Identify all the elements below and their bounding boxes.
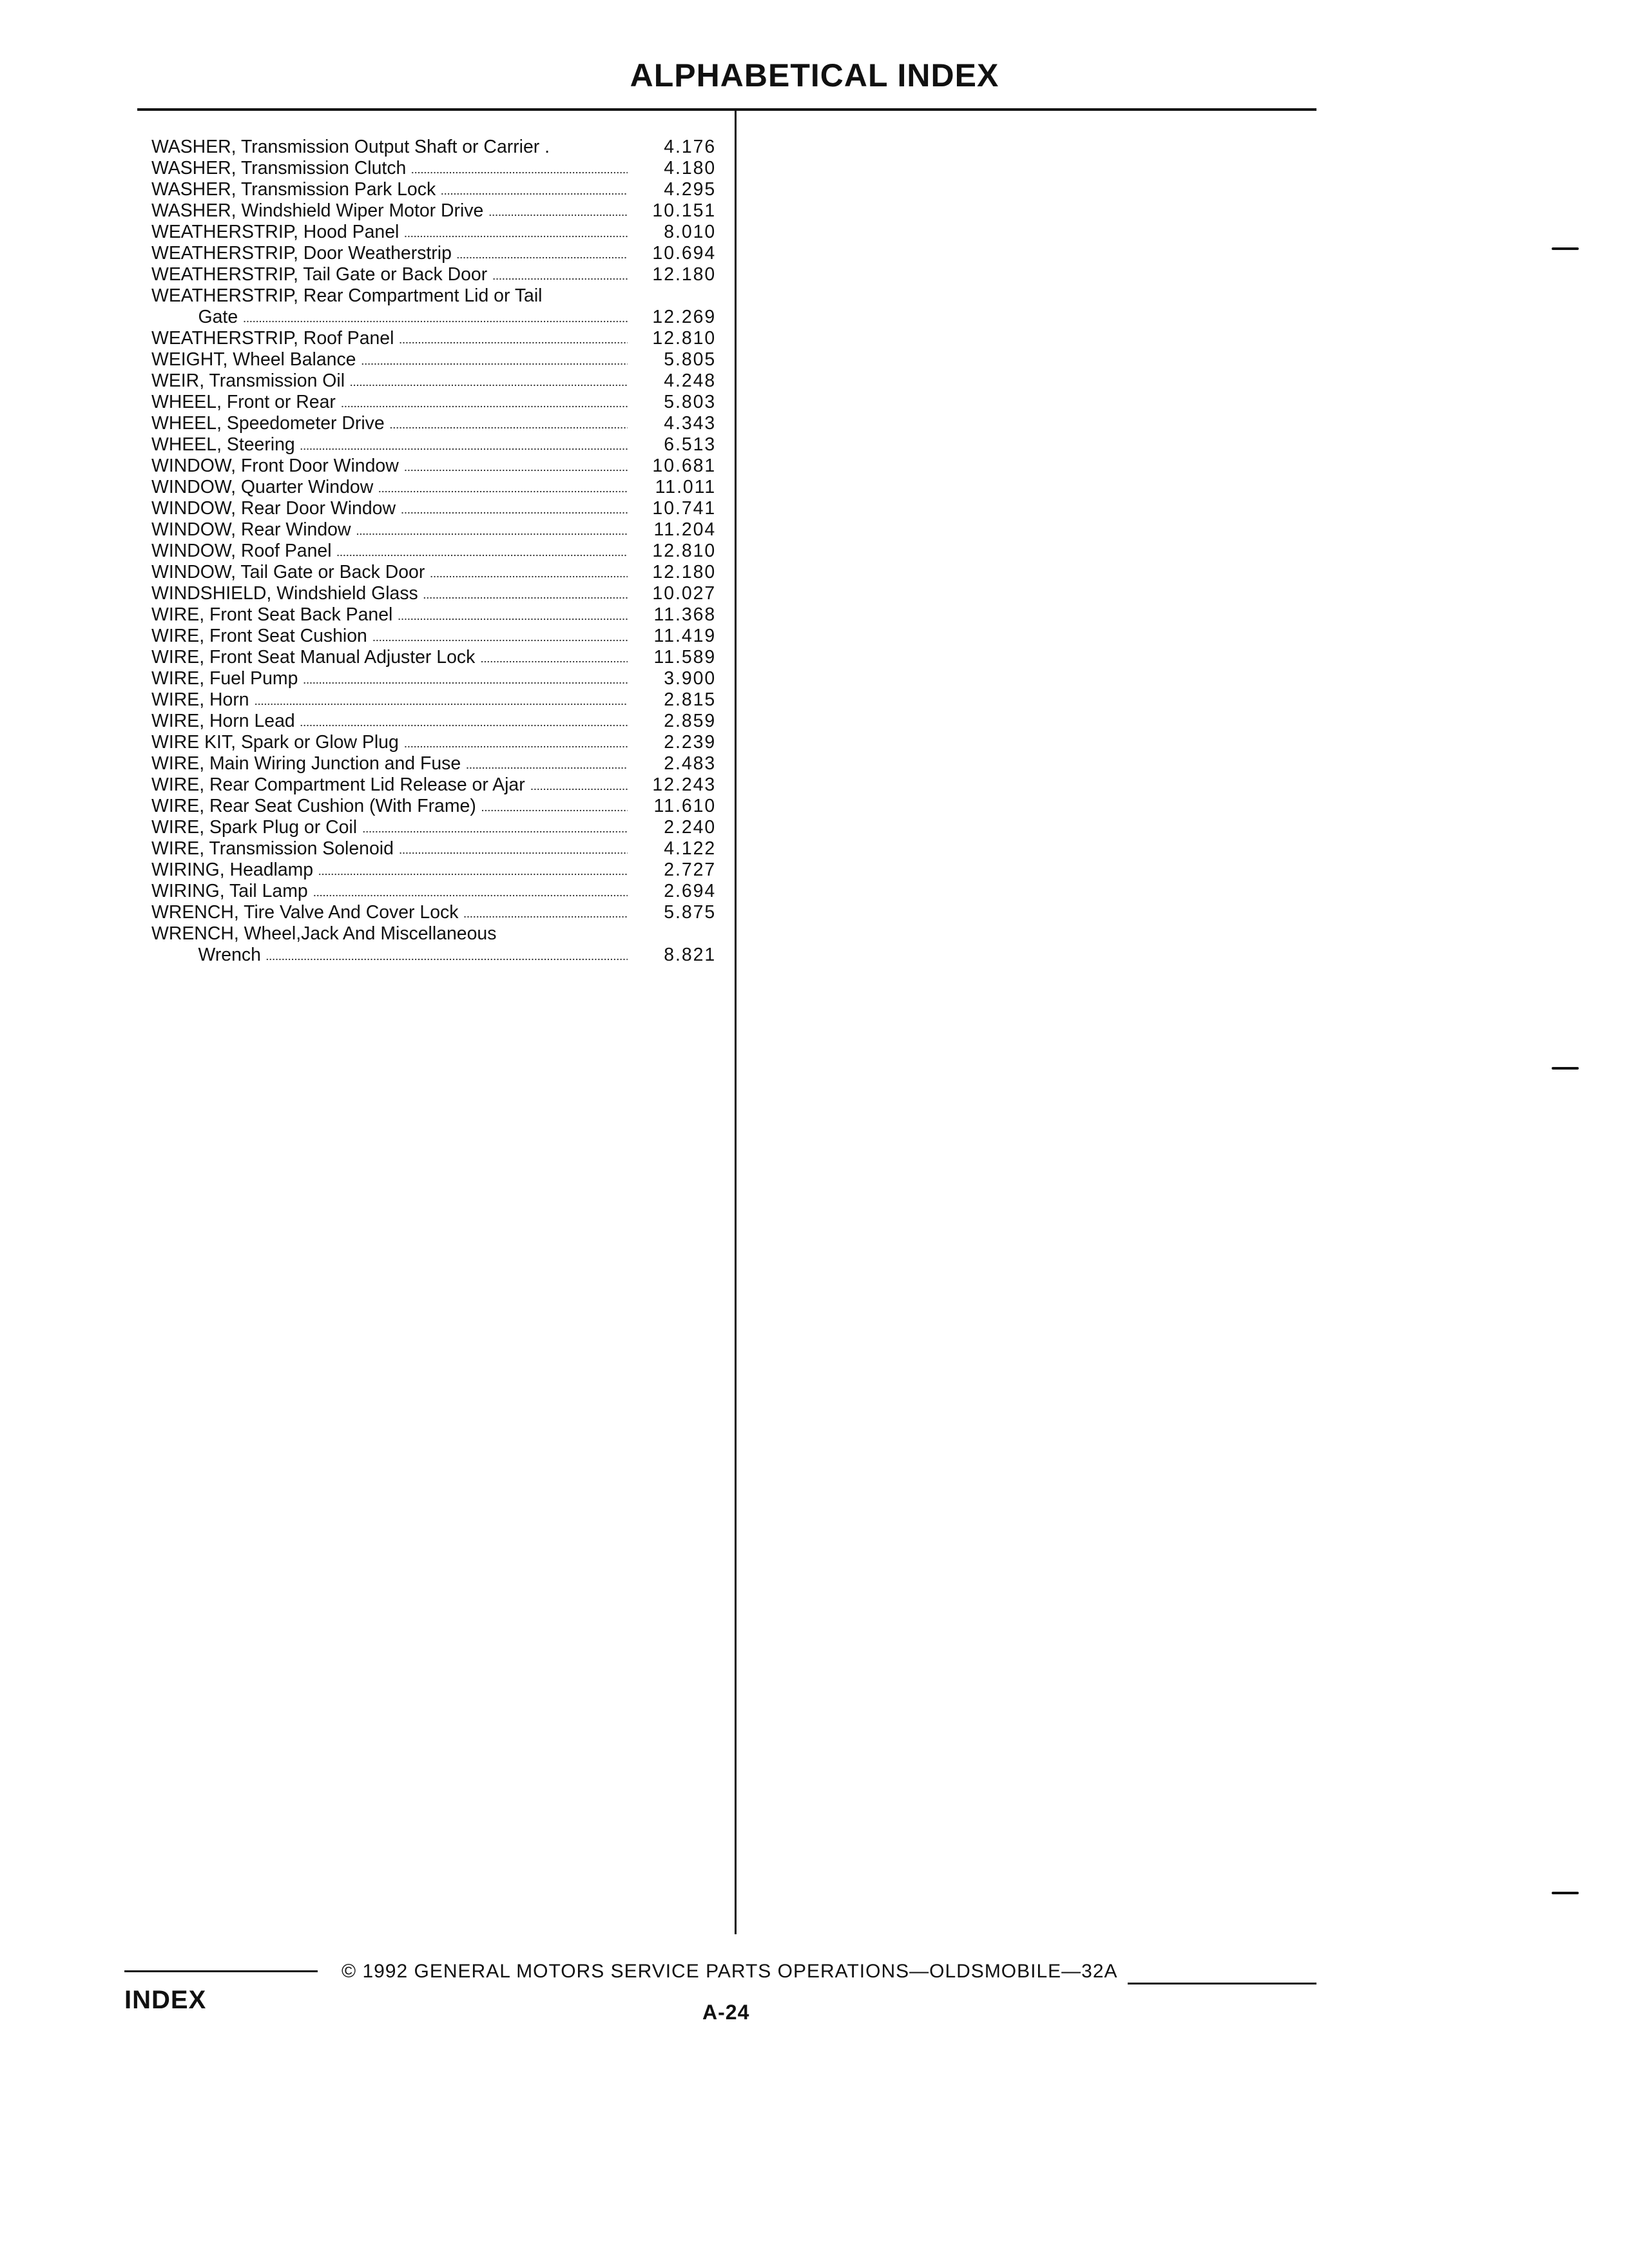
index-entry	[151, 583, 720, 604]
entry-page-ref: 11.419	[653, 626, 717, 646]
entry-label: WINDOW, Roof Panel	[151, 541, 332, 561]
index-entry	[151, 137, 720, 158]
entry-label: WIRE, Horn	[151, 689, 249, 710]
entry-label: WINDOW, Rear Window	[151, 519, 351, 540]
index-entry	[151, 222, 720, 243]
dot-leader	[404, 745, 628, 748]
entry-page-ref: 11.011	[655, 477, 717, 497]
copyright-notice: © 1992 GENERAL MOTORS SERVICE PARTS OPERATIONS—OLDSMOBILE—32A	[342, 1961, 1118, 1982]
index-entry	[151, 668, 720, 689]
dot-leader	[362, 831, 628, 833]
dot-leader	[254, 703, 627, 706]
footer-rule-left	[124, 1970, 318, 1972]
entry-label: WIRING, Headlamp	[151, 860, 314, 880]
entry-label: WEATHERSTRIP, Tail Gate or Back Door	[151, 264, 488, 285]
entry-page-ref: 4.248	[664, 370, 717, 391]
index-entry	[151, 753, 720, 774]
index-entry	[151, 392, 720, 413]
entry-page-ref: 2.727	[664, 860, 717, 880]
entry-label: WHEEL, Front or Rear	[151, 392, 336, 412]
entry-page-ref: 2.815	[664, 689, 717, 710]
entry-label: WRENCH, Tire Valve And Cover Lock	[151, 902, 459, 923]
entry-label: WEATHERSTRIP, Hood Panel	[151, 222, 400, 242]
entry-page-ref: 12.810	[652, 328, 717, 349]
dot-leader	[350, 384, 628, 387]
dot-leader	[480, 660, 628, 663]
entry-page-ref: 5.875	[664, 902, 717, 923]
binding-mark	[1552, 1892, 1579, 1894]
entry-page-ref: 11.368	[653, 604, 717, 625]
entry-label: WIRE, Rear Seat Cushion (With Frame)	[151, 796, 476, 816]
index-entries	[151, 137, 720, 966]
dot-leader	[404, 469, 628, 472]
index-entry	[151, 647, 720, 668]
dot-leader	[341, 405, 628, 408]
entry-label: WEIGHT, Wheel Balance	[151, 349, 356, 370]
dot-leader	[488, 214, 628, 216]
dot-leader	[466, 767, 628, 769]
dot-leader	[411, 171, 628, 174]
entry-page-ref: 4.176	[664, 137, 717, 157]
entry-label: WIRE, Horn Lead	[151, 711, 295, 731]
dot-leader	[318, 873, 628, 876]
entry-label: WIRE, Main Wiring Junction and Fuse	[151, 753, 461, 774]
entry-label: WIRE, Fuel Pump	[151, 668, 298, 689]
entry-page-ref: 11.610	[653, 796, 717, 816]
entry-label: WASHER, Transmission Park Lock	[151, 179, 436, 200]
entry-page-ref: 2.859	[664, 711, 717, 731]
entry-page-ref: 5.803	[664, 392, 717, 412]
dot-leader	[336, 554, 628, 557]
entry-label: WIRE, Rear Compartment Lid Release or Ajar	[151, 774, 525, 795]
entry-page-ref: 12.269	[652, 307, 717, 327]
entry-label: WIRE, Front Seat Manual Adjuster Lock	[151, 647, 476, 668]
index-entry	[151, 413, 720, 434]
index-entry	[151, 328, 720, 349]
entry-page-ref: 8.010	[664, 222, 717, 242]
entry-page-ref: 4.122	[664, 838, 717, 859]
index-entry	[151, 519, 720, 541]
entry-label: WIRE KIT, Spark or Glow Plug	[151, 732, 399, 753]
entry-page-ref: 4.343	[664, 413, 717, 434]
index-entry	[151, 477, 720, 498]
entry-label: WIRE, Spark Plug or Coil	[151, 817, 358, 838]
entry-page-ref: 5.805	[664, 349, 717, 370]
index-entry	[151, 541, 720, 562]
dot-leader	[356, 533, 628, 535]
index-entry	[151, 881, 720, 902]
entry-page-ref: 4.180	[664, 158, 717, 178]
index-entry	[151, 200, 720, 222]
entry-label: WIRE, Front Seat Cushion	[151, 626, 367, 646]
dot-leader	[399, 341, 628, 344]
dot-leader	[300, 448, 628, 450]
entry-label: WEATHERSTRIP, Roof Panel	[151, 328, 394, 349]
index-entry	[151, 923, 720, 966]
entry-page-ref: 10.681	[652, 456, 717, 476]
entry-page-ref: 2.694	[664, 881, 717, 901]
entry-label: WHEEL, Speedometer Drive	[151, 413, 385, 434]
dot-leader	[303, 682, 628, 684]
entry-label: WEIR, Transmission Oil	[151, 370, 345, 391]
index-entry	[151, 158, 720, 179]
entry-label: WINDSHIELD, Windshield Glass	[151, 583, 418, 604]
entry-page-ref: 10.741	[652, 498, 717, 519]
dot-leader	[401, 512, 628, 514]
entry-page-ref: 10.151	[652, 200, 717, 221]
title-rule	[137, 108, 1316, 111]
column-divider	[735, 111, 737, 1934]
dot-leader	[398, 618, 628, 620]
entry-page-ref: 12.243	[652, 774, 717, 795]
entry-label: WHEEL, Steering	[151, 434, 295, 455]
index-entry	[151, 626, 720, 647]
dot-leader	[457, 256, 628, 259]
entry-label: WASHER, Windshield Wiper Motor Drive	[151, 200, 484, 221]
index-entry	[151, 243, 720, 264]
entry-page-ref: 6.513	[664, 434, 717, 455]
dot-leader	[463, 916, 628, 918]
dot-leader	[423, 597, 628, 599]
entry-page-ref: 2.483	[664, 753, 717, 774]
entry-label: WIRE, Transmission Solenoid	[151, 838, 394, 859]
entry-label: WIRE, Front Seat Back Panel	[151, 604, 393, 625]
dot-leader	[266, 958, 628, 961]
index-entry	[151, 370, 720, 392]
dot-leader	[243, 320, 628, 323]
entry-label: WASHER, Transmission Output Shaft or Carrier .	[151, 137, 550, 157]
entry-label: WEATHERSTRIP, Door Weatherstrip	[151, 243, 452, 264]
dot-leader	[481, 809, 628, 812]
entry-label: WEATHERSTRIP, Rear Compartment Lid or Tail	[151, 285, 543, 306]
index-entry	[151, 838, 720, 860]
index-entry	[151, 774, 720, 796]
dot-leader	[430, 575, 628, 578]
dot-leader	[390, 427, 628, 429]
section-label: INDEX	[124, 1986, 207, 2014]
index-entry	[151, 264, 720, 285]
entry-page-ref: 11.589	[653, 647, 717, 668]
entry-label: WASHER, Transmission Clutch	[151, 158, 407, 178]
entry-page-ref: 12.180	[652, 562, 717, 582]
index-entry	[151, 179, 720, 200]
dot-leader	[492, 278, 628, 280]
index-entry	[151, 796, 720, 817]
index-entry	[151, 434, 720, 456]
binding-mark	[1552, 1067, 1579, 1070]
entry-label-continued: Wrench	[198, 945, 261, 965]
entry-page-ref: 10.027	[652, 583, 717, 604]
entry-label: WINDOW, Tail Gate or Back Door	[151, 562, 425, 582]
dot-leader	[530, 788, 628, 791]
entry-page-ref: 12.180	[652, 264, 717, 285]
dot-leader	[378, 490, 628, 493]
index-entry	[151, 349, 720, 370]
dot-leader	[300, 724, 628, 727]
index-entry	[151, 498, 720, 519]
dot-leader	[399, 852, 628, 854]
entry-page-ref: 12.810	[652, 541, 717, 561]
entry-page-ref: 4.295	[664, 179, 717, 200]
dot-leader	[441, 193, 628, 195]
index-entry	[151, 711, 720, 732]
dot-leader	[404, 235, 628, 238]
index-entry	[151, 902, 720, 923]
binding-mark	[1552, 247, 1579, 250]
entry-page-ref: 8.821	[664, 945, 717, 965]
entry-label: WINDOW, Front Door Window	[151, 456, 399, 476]
entry-page-ref: 11.204	[653, 519, 717, 540]
dot-leader	[361, 363, 628, 365]
index-entry	[151, 732, 720, 753]
entry-page-ref: 2.240	[664, 817, 717, 838]
page-number: A-24	[702, 2001, 750, 2024]
entry-page-ref: 3.900	[664, 668, 717, 689]
page-title: ALPHABETICAL INDEX	[630, 57, 999, 93]
entry-label-continued: Gate	[198, 307, 238, 327]
dot-leader	[313, 894, 628, 897]
index-entry	[151, 817, 720, 838]
index-entry	[151, 456, 720, 477]
entry-label: WINDOW, Quarter Window	[151, 477, 374, 497]
entry-label: WRENCH, Wheel,Jack And Miscellaneous	[151, 923, 497, 944]
footer-rule-right	[1128, 1983, 1316, 1984]
index-entry	[151, 860, 720, 881]
index-entry	[151, 604, 720, 626]
index-entry	[151, 285, 720, 328]
entry-label: WINDOW, Rear Door Window	[151, 498, 396, 519]
entry-label: WIRING, Tail Lamp	[151, 881, 308, 901]
entry-page-ref: 2.239	[664, 732, 717, 753]
entry-page-ref: 10.694	[652, 243, 717, 264]
dot-leader	[372, 639, 628, 642]
index-entry	[151, 689, 720, 711]
index-entry	[151, 562, 720, 583]
